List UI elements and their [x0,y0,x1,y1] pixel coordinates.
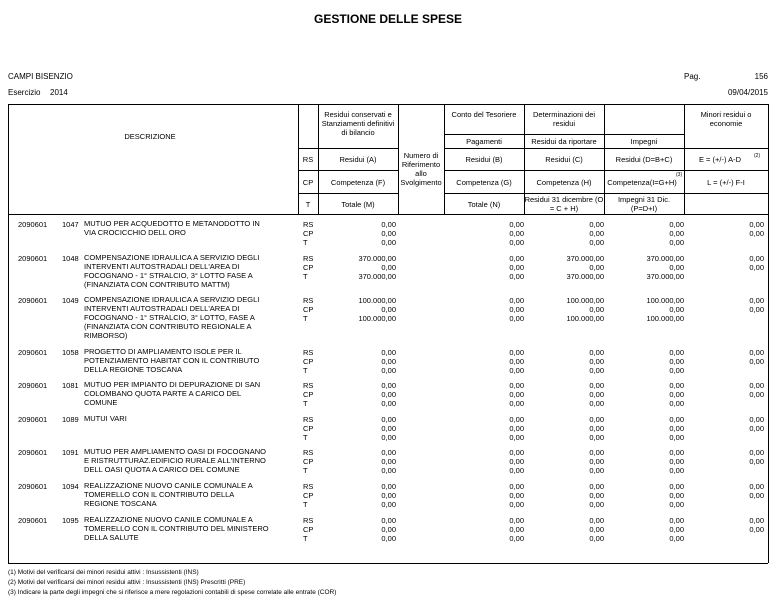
row-description: MUTUO PER AMPLIAMENTO OASI DI FOCOGNANO E RISTRUTTURAZ.EDIFICIO RURALE ALL'INTERNO DELL OASI QUOTA A CARICO DEL COMUNE [84,447,266,474]
row-number: 1049 [62,296,79,305]
cell-col-b: 0,00 [509,262,524,272]
cell-col-d: 0,00 [669,220,684,229]
row-type: RS [303,448,314,457]
cell-col-e: 0,00 [749,415,764,424]
cell-col-c: 370.000,00 [566,271,604,281]
cell-col-b: 0,00 [509,432,524,442]
row-type: T [303,313,308,323]
cell-col-d: 0,00 [669,262,684,272]
cell-col-a: 0,00 [381,465,396,475]
cell-col-b: 0,00 [509,482,524,491]
cell-col-b: 0,00 [509,524,524,534]
row-number: 1081 [62,381,79,390]
row-type: T [303,365,308,375]
cell-col-b: 0,00 [509,499,524,509]
ente-name: CAMPI BISENZIO [8,72,73,81]
row-type: CP [303,356,314,366]
cell-col-c: 100.000,00 [566,313,604,323]
row-description: MUTUI VARI [84,414,127,423]
cell-col-a: 370.000,00 [358,271,396,281]
header-i-note: (3) [676,172,683,178]
report-date: 09/04/2015 [727,88,768,97]
cell-col-d: 0,00 [669,398,684,408]
cell-col-a: 100.000,00 [358,296,396,305]
cell-col-d: 0,00 [669,348,684,357]
row-number: 1047 [62,220,79,229]
cell-col-a: 0,00 [381,356,396,366]
cell-col-c: 100.000,00 [566,296,604,305]
cell-col-d: 0,00 [669,490,684,500]
cell-col-a: 0,00 [381,220,396,229]
cell-col-e: 0,00 [749,228,764,238]
cell-col-d: 0,00 [669,356,684,366]
cell-col-a: 0,00 [381,448,396,457]
header-residui-conservati: Residui conservati e Stanziamenti definitivi di bilancio [321,110,395,137]
cell-col-e: 0,00 [749,423,764,433]
cell-col-c: 370.000,00 [566,254,604,263]
row-type: CP [303,490,314,500]
row-code: 2090601 [18,296,48,305]
cell-col-b: 0,00 [509,533,524,543]
page-number: 156 [754,72,768,81]
cell-col-c: 0,00 [589,490,604,500]
cell-col-d: 0,00 [669,415,684,424]
cell-col-a: 0,00 [381,228,396,238]
cell-col-c: 0,00 [589,533,604,543]
esercizio-label: Esercizio [8,88,41,97]
row-type: RS [303,254,314,263]
cell-col-a: 0,00 [381,237,396,247]
header-cp: CP [302,178,314,187]
cell-col-b: 0,00 [509,398,524,408]
row-type: RS [303,381,314,390]
header-residui-a: Residui (A) [339,155,377,164]
row-type: T [303,533,308,543]
cell-col-d: 0,00 [669,381,684,390]
cell-col-b: 0,00 [509,313,524,323]
cell-col-d: 100.000,00 [646,313,684,323]
row-code: 2090601 [18,516,48,525]
cell-col-c: 0,00 [589,456,604,466]
cell-col-e: 0,00 [749,254,764,263]
row-code: 2090601 [18,381,48,390]
row-type: RS [303,220,314,229]
cell-col-b: 0,00 [509,365,524,375]
cell-col-d: 0,00 [669,228,684,238]
cell-col-a: 0,00 [381,365,396,375]
cell-col-a: 0,00 [381,490,396,500]
row-description: COMPENSAZIONE IDRAULICA A SERVIZIO DEGLI INTERVENTI AUTOSTRADALI DELL'AREA DI FOCOGNANO - 1° STRALCIO, 3° LOTTO, FASE A (FINANZIATA CON CONTRIBUTO REGIONALE A RIMBORSO) [84,295,260,340]
cell-col-e: 0,00 [749,220,764,229]
cell-col-a: 0,00 [381,398,396,408]
row-type: T [303,271,308,281]
cell-col-e: 0,00 [749,304,764,314]
cell-col-a: 0,00 [381,348,396,357]
cell-col-c: 0,00 [589,356,604,366]
cell-col-a: 0,00 [381,381,396,390]
footnote-1: (1) Motivi del verificarsi dei minori residui attivi : Insussistenti (INS) [8,569,199,576]
row-type: CP [303,524,314,534]
row-code: 2090601 [18,220,48,229]
row-description: PROGETTO DI AMPLIAMENTO ISOLE PER IL POTENZIAMENTO HABITAT CON IL CONTRIBUTO DELLA REGIONE TOSCANA [84,347,260,374]
cell-col-b: 0,00 [509,423,524,433]
header-determinazioni: Determinazioni dei residui [532,110,596,128]
row-type: CP [303,456,314,466]
cell-col-b: 0,00 [509,389,524,399]
row-type: RS [303,415,314,424]
row-code: 2090601 [18,254,48,263]
cell-col-d: 370.000,00 [646,254,684,263]
cell-col-e: 0,00 [749,482,764,491]
cell-col-b: 0,00 [509,237,524,247]
cell-col-e: 0,00 [749,356,764,366]
row-number: 1091 [62,448,79,457]
cell-col-a: 370.000,00 [358,254,396,263]
row-type: T [303,432,308,442]
header-pagamenti: Pagamenti [466,137,502,146]
row-code: 2090601 [18,415,48,424]
row-type: T [303,398,308,408]
cell-col-a: 0,00 [381,423,396,433]
row-type: RS [303,516,314,525]
cell-col-d: 0,00 [669,456,684,466]
cell-col-e: 0,00 [749,381,764,390]
header-impegni-31: Impegni 31 Dic. (P=D+I) [617,195,671,213]
header-minori-residui: Minori residui o economie [700,110,752,128]
header-residui-d: Residui (D=B+C) [615,155,673,164]
cell-col-d: 0,00 [669,304,684,314]
cell-col-e: 0,00 [749,448,764,457]
cell-col-a: 0,00 [381,432,396,442]
header-competenza-h: Competenza (H) [536,178,592,187]
row-description: MUTUO PER IMPIANTO DI DEPURAZIONE DI SAN COLOMBANO QUOTA PARTE A CARICO DEL COMUNE [84,380,261,407]
cell-col-e: 0,00 [749,262,764,272]
row-code: 2090601 [18,348,48,357]
cell-col-e: 0,00 [749,296,764,305]
cell-col-e: 0,00 [749,524,764,534]
row-number: 1058 [62,348,79,357]
cell-col-a: 0,00 [381,415,396,424]
row-number: 1048 [62,254,79,263]
cell-col-c: 0,00 [589,220,604,229]
cell-col-b: 0,00 [509,348,524,357]
cell-col-a: 0,00 [381,389,396,399]
cell-col-a: 100.000,00 [358,313,396,323]
cell-col-d: 0,00 [669,423,684,433]
header-e-formula: E = (+/-) A-D [698,155,742,164]
cell-col-c: 0,00 [589,432,604,442]
cell-col-b: 0,00 [509,356,524,366]
cell-col-e: 0,00 [749,456,764,466]
cell-col-b: 0,00 [509,304,524,314]
cell-col-d: 0,00 [669,482,684,491]
cell-col-d: 370.000,00 [646,271,684,281]
header-totale-m: Totale (M) [341,200,375,209]
row-type: T [303,465,308,475]
esercizio-value: 2014 [50,88,68,97]
header-l-formula: L = (+/-) F-I [707,178,745,187]
header-rs: RS [302,155,314,164]
cell-col-b: 0,00 [509,415,524,424]
row-type: CP [303,304,314,314]
cell-col-c: 0,00 [589,389,604,399]
row-type: RS [303,348,314,357]
cell-col-e: 0,00 [749,490,764,500]
cell-col-c: 0,00 [589,304,604,314]
row-code: 2090601 [18,482,48,491]
cell-col-b: 0,00 [509,271,524,281]
header-competenza-g: Competenza (G) [456,178,512,187]
row-description: REALIZZAZIONE NUOVO CANILE COMUNALE A TOMERELLO CON IL CONTRIBUTO DEL MINISTERO DELLA SALUTE [84,515,269,542]
cell-col-b: 0,00 [509,296,524,305]
cell-col-d: 0,00 [669,533,684,543]
row-description: MUTUO PER ACQUEDOTTO E METANODOTTO IN VIA CROCICCHIO DELL ORO [84,219,260,237]
cell-col-a: 0,00 [381,262,396,272]
cell-col-b: 0,00 [509,448,524,457]
header-residui-c: Residui (C) [545,155,583,164]
row-type: T [303,499,308,509]
cell-col-b: 0,00 [509,220,524,229]
cell-col-c: 0,00 [589,448,604,457]
cell-col-a: 0,00 [381,304,396,314]
cell-col-a: 0,00 [381,499,396,509]
row-type: CP [303,228,314,238]
cell-col-d: 0,00 [669,432,684,442]
cell-col-c: 0,00 [589,499,604,509]
cell-col-d: 0,00 [669,499,684,509]
page-title: GESTIONE DELLE SPESE [313,12,463,26]
cell-col-c: 0,00 [589,262,604,272]
row-description: REALIZZAZIONE NUOVO CANILE COMUNALE A TOMERELLO CON IL CONTRIBUTO DELLA REGIONE TOSCANA [84,481,253,508]
cell-col-d: 0,00 [669,389,684,399]
cell-col-d: 0,00 [669,465,684,475]
cell-col-d: 100.000,00 [646,296,684,305]
footnote-3: (3) Indicare la parte degli impegni che si riferisce a mere regolazioni contabili di spese correlate alle entrate (COR) [8,589,337,596]
header-residui-da-riportare: Residui da riportare [531,137,597,146]
header-totale-n: Totale (N) [467,200,501,209]
row-number: 1089 [62,415,79,424]
cell-col-d: 0,00 [669,516,684,525]
cell-col-d: 0,00 [669,365,684,375]
cell-col-c: 0,00 [589,465,604,475]
row-description: COMPENSAZIONE IDRAULICA A SERVIZIO DEGLI INTERVENTI AUTOSTRADALI DELL'AREA DI FOCOGNANO - 1° STRALCIO, 3° LOTTO FASE A (FINANZIATA CON CONTRIBUTO MATTM) [84,253,260,289]
cell-col-d: 0,00 [669,237,684,247]
cell-col-c: 0,00 [589,398,604,408]
header-descrizione: DESCRIZIONE [124,132,176,141]
cell-col-c: 0,00 [589,516,604,525]
cell-col-d: 0,00 [669,524,684,534]
row-number: 1095 [62,516,79,525]
header-numero-riferimento: Numero di Riferimento allo Svolgimento [400,151,442,187]
cell-col-c: 0,00 [589,365,604,375]
cell-col-b: 0,00 [509,490,524,500]
cell-col-b: 0,00 [509,456,524,466]
row-type: CP [303,389,314,399]
cell-col-e: 0,00 [749,348,764,357]
header-residui-b: Residui (B) [465,155,503,164]
header-impegni: Impegni [630,137,658,146]
row-type: T [303,237,308,247]
row-number: 1094 [62,482,79,491]
cell-col-b: 0,00 [509,254,524,263]
row-type: RS [303,482,314,491]
cell-col-c: 0,00 [589,415,604,424]
cell-col-c: 0,00 [589,237,604,247]
header-competenza-i: Competenza(I=G+H) [607,178,677,187]
cell-col-c: 0,00 [589,482,604,491]
footnote-2: (2) Motivi del verificarsi dei minori residui attivi : Insussistenti (INS) Prescritti (PRE) [8,579,246,586]
cell-col-e: 0,00 [749,389,764,399]
row-type: CP [303,423,314,433]
header-e-note: (2) [754,153,761,159]
cell-col-b: 0,00 [509,465,524,475]
cell-col-c: 0,00 [589,381,604,390]
cell-col-c: 0,00 [589,348,604,357]
header-residui-31: Residui 31 dicembre (O = C + H) [524,195,604,213]
cell-col-b: 0,00 [509,381,524,390]
cell-col-a: 0,00 [381,516,396,525]
row-type: CP [303,262,314,272]
header-competenza-f: Competenza (F) [330,178,386,187]
header-t: T [305,200,311,209]
cell-col-d: 0,00 [669,448,684,457]
cell-col-b: 0,00 [509,228,524,238]
row-code: 2090601 [18,448,48,457]
page-label: Pag. [684,72,701,81]
header-conto-tesoriere: Conto del Tesoriere [451,110,517,119]
cell-col-a: 0,00 [381,456,396,466]
row-type: RS [303,296,314,305]
cell-col-a: 0,00 [381,482,396,491]
cell-col-a: 0,00 [381,524,396,534]
cell-col-b: 0,00 [509,516,524,525]
cell-col-a: 0,00 [381,533,396,543]
cell-col-e: 0,00 [749,516,764,525]
cell-col-c: 0,00 [589,423,604,433]
cell-col-c: 0,00 [589,524,604,534]
cell-col-c: 0,00 [589,228,604,238]
